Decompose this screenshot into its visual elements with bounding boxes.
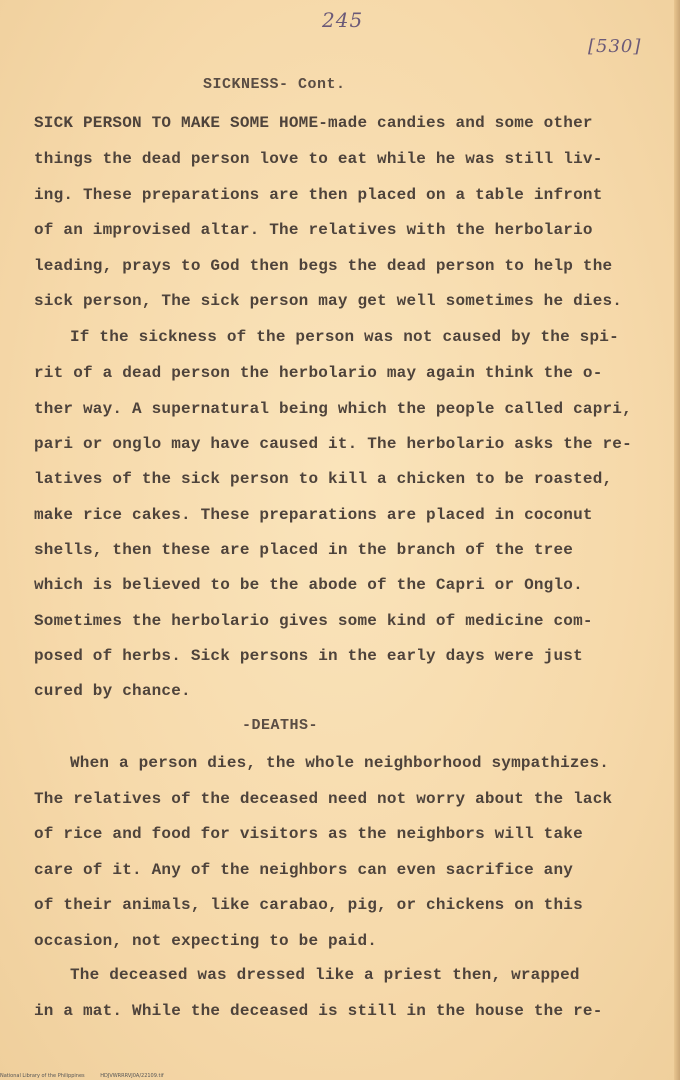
text-line: The relatives of the deceased need not worry about the lack bbox=[34, 790, 613, 808]
text-line: in a mat. While the deceased is still in the house the re- bbox=[34, 1002, 603, 1020]
text-line: posed of herbs. Sick persons in the early days were just bbox=[34, 647, 583, 665]
section-title-sickness: SICKNESS- Cont. bbox=[203, 76, 346, 93]
text-line: When a person dies, the whole neighborhood sympathizes. bbox=[70, 754, 610, 772]
text-line: cured by chance. bbox=[34, 682, 191, 700]
text-line: pari or onglo may have caused it. The herbolario asks the re- bbox=[34, 435, 632, 453]
text-line: make rice cakes. These preparations are placed in coconut bbox=[34, 506, 593, 524]
text-line: sick person, The sick person may get well sometimes he dies. bbox=[34, 292, 623, 310]
handwritten-document-number: [530] bbox=[588, 36, 642, 57]
text-line: Sometimes the herbolario gives some kind of medicine com- bbox=[34, 612, 593, 630]
text-line: SICK PERSON TO MAKE SOME HOME-made candies and some other bbox=[34, 114, 593, 132]
text-line: occasion, not expecting to be paid. bbox=[34, 932, 378, 950]
text-line: The deceased was dressed like a priest then, wrapped bbox=[70, 966, 580, 984]
text-line: ing. These preparations are then placed on a table infront bbox=[34, 186, 603, 204]
text-line: latives of the sick person to kill a chicken to be roasted, bbox=[34, 470, 613, 488]
text-line: of an improvised altar. The relatives with the herbolario bbox=[34, 221, 593, 239]
footer-library: National Library of the Philippines bbox=[0, 1073, 85, 1079]
text-line: ther way. A supernatural being which the people called capri, bbox=[34, 400, 632, 418]
section-title-deaths: -DEATHS- bbox=[242, 717, 319, 734]
text-line: care of it. Any of the neighbors can even sacrifice any bbox=[34, 861, 574, 879]
text-line: things the dead person love to eat while he was still liv- bbox=[34, 150, 603, 168]
page-edge-shadow bbox=[674, 0, 680, 1080]
scan-footer bbox=[0, 1073, 178, 1079]
text-line: which is believed to be the abode of the Capri or Onglo. bbox=[34, 576, 583, 594]
footer-file-id: HDJVWRRRVJ0A/22109.tif bbox=[100, 1073, 164, 1079]
handwritten-page-number: 245 bbox=[322, 8, 364, 32]
text-line: shells, then these are placed in the branch of the tree bbox=[34, 541, 574, 559]
text-line: rit of a dead person the herbolario may again think the o- bbox=[34, 364, 603, 382]
text-line: leading, prays to God then begs the dead person to help the bbox=[34, 257, 613, 275]
text-line: of their animals, like carabao, pig, or chickens on this bbox=[34, 896, 583, 914]
text-line: of rice and food for visitors as the neighbors will take bbox=[34, 825, 583, 843]
text-line: If the sickness of the person was not caused by the spi- bbox=[70, 328, 619, 346]
